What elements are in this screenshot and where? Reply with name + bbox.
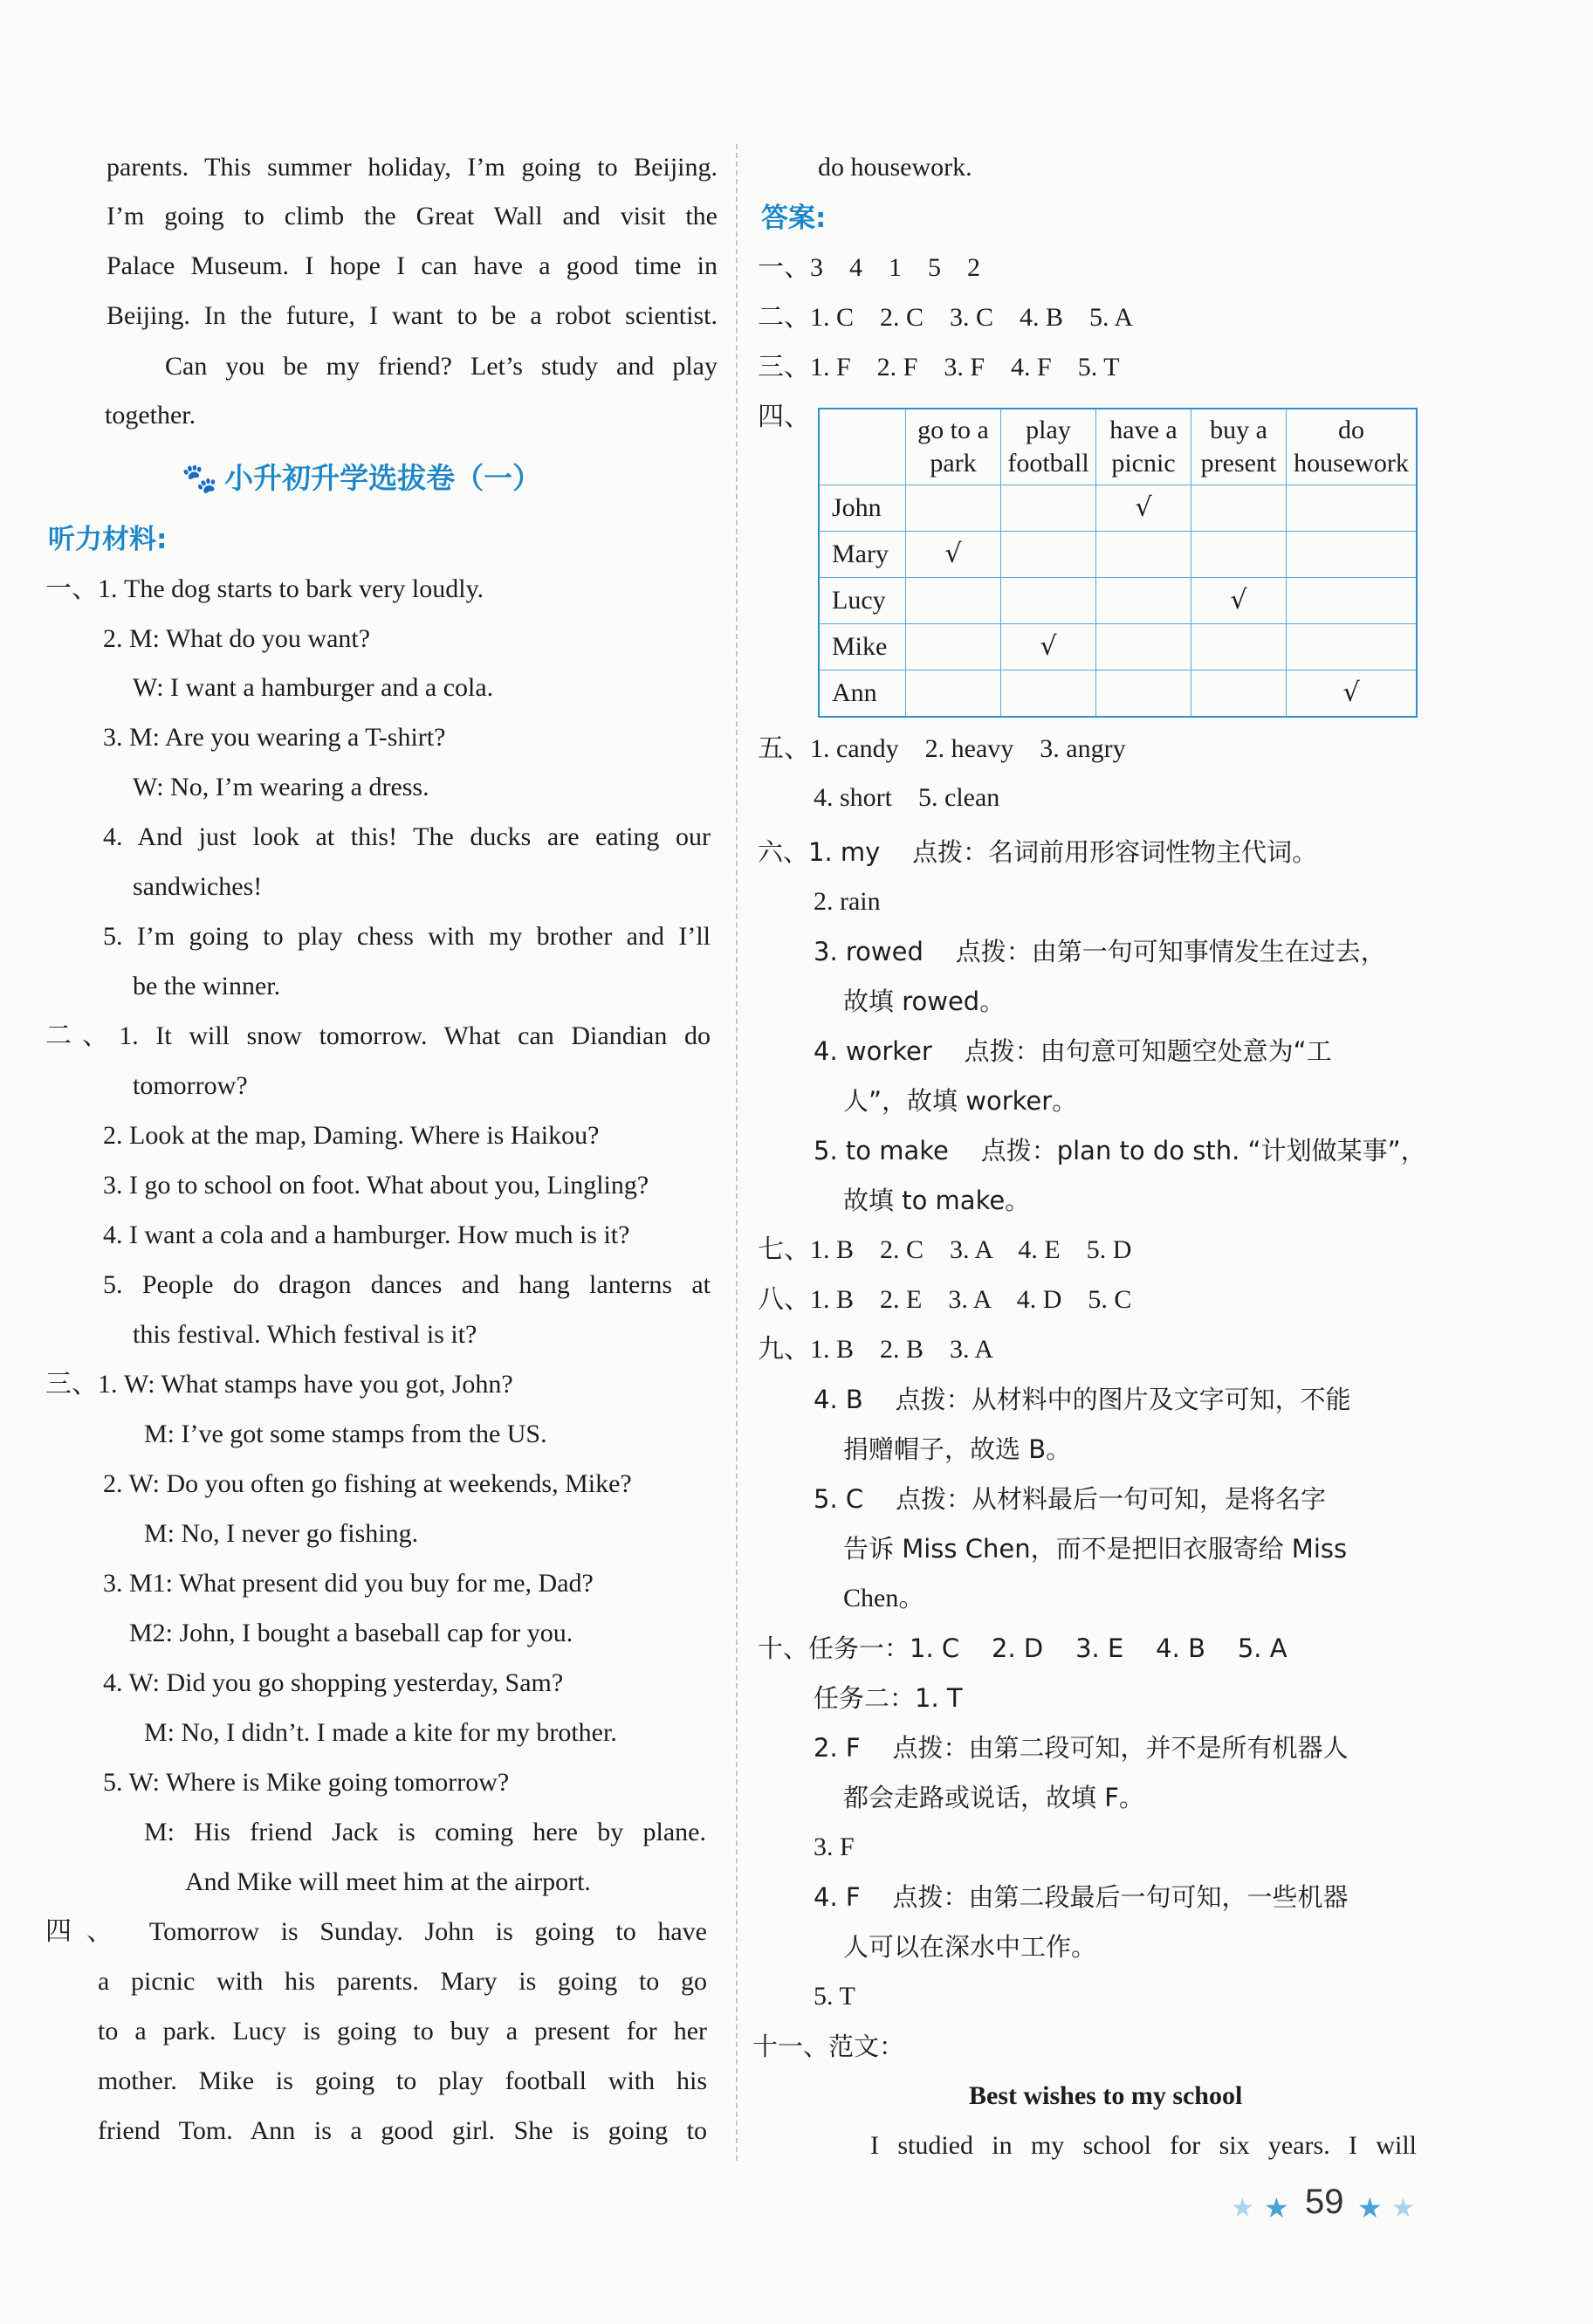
table-cell: [1287, 532, 1418, 578]
answer-line: 4. F 点拨：由第二段最后一句可知，一些机器: [814, 1882, 1349, 1912]
listening-label: 听力材料:: [48, 524, 168, 555]
listening-line: 一、1. The dog starts to bark very loudly.: [45, 574, 484, 603]
listening-line: 2. Look at the map, Daming. Where is Haikou?: [103, 1121, 600, 1150]
table-row-name: Mike: [819, 624, 906, 670]
table-cell: [1096, 532, 1191, 578]
table-header-row: [819, 409, 1417, 485]
essay-title: Best wishes to my school: [969, 2081, 1243, 2110]
table-row-name: Mary: [819, 532, 906, 578]
table-cell: [1096, 624, 1191, 670]
table-row: [819, 624, 1417, 670]
listening-line: 3. M1: What present did you buy for me, Dad?: [103, 1569, 594, 1598]
table-cell: [1096, 578, 1191, 624]
table-cell: [1287, 485, 1418, 532]
listening-line: M: No, I didn’t. I made a kite for my brother.: [144, 1718, 617, 1747]
table-row: [819, 485, 1417, 532]
answer-line: 五、1. candy 2. heavy 3. angry: [758, 734, 1126, 763]
answer-line: 3. rowed 点拨：由第一句可知事情发生在过去，: [814, 937, 1386, 966]
page-number: 59: [1305, 2183, 1344, 2221]
answer-line: 二、1. C 2. C 3. C 4. B 5. A: [758, 303, 1134, 332]
answer-line: 4. short 5. clean: [814, 783, 1000, 812]
answer-line: 八、1. B 2. E 3. A 4. D 5. C: [758, 1285, 1132, 1314]
answer-line: 九、1. B 2. B 3. A: [758, 1335, 994, 1364]
intro-line: Beijing. In the future, I want to be a robot scientist.: [106, 301, 718, 330]
star-icon: ★: [1391, 2193, 1415, 2224]
answer-line: 人”，故填 worker。: [843, 1086, 1078, 1116]
table-header-cell: buy a present: [1191, 409, 1287, 485]
check-mark: √: [1001, 624, 1096, 670]
table-cell: [1191, 532, 1287, 578]
table-cell: [906, 485, 1001, 532]
answer-line: 都会走路或说话，故填 F。: [843, 1783, 1144, 1812]
table-row-name: John: [819, 485, 906, 532]
table-cell: [1191, 670, 1287, 718]
listening-line: 4. W: Did you go shopping yesterday, Sam?: [103, 1668, 564, 1697]
listening-line: this festival. Which festival is it?: [133, 1320, 477, 1349]
answer-line: 2. F 点拨：由第二段可知，并不是所有机器人: [814, 1733, 1349, 1763]
listening-line: 4. I want a cola and a hamburger. How much is it?: [103, 1220, 630, 1249]
listening-line: 四、 Tomorrow is Sunday. John is going to have: [45, 1917, 707, 1946]
answer-line: 十一、范文：: [752, 2032, 905, 2061]
check-mark: √: [1191, 578, 1287, 624]
table-header-cell: do housework: [1287, 409, 1418, 485]
answer-line: 4. B 点拨：从材料中的图片及文字可知，不能: [814, 1385, 1351, 1414]
intro-line: parents. This summer holiday, I’m going to Beijing.: [106, 153, 718, 182]
answer-line: 4. worker 点拨：由句意可知题空处意为“工: [814, 1036, 1332, 1066]
listening-line: 2. W: Do you often go fishing at weekends, Mike?: [103, 1469, 632, 1498]
listening-line: friend Tom. Ann is a good girl. She is going to: [98, 2116, 707, 2145]
answer-label: 答案:: [761, 203, 827, 234]
table-row: [819, 670, 1417, 718]
table-label: 四、: [758, 402, 810, 431]
table-cell: [1287, 624, 1418, 670]
intro-line: I’m going to climb the Great Wall and visit the: [106, 202, 718, 230]
intro-line: Can you be my friend? Let’s study and play: [165, 352, 718, 381]
table-cell: [1191, 485, 1287, 532]
listening-line: M: No, I never go fishing.: [144, 1519, 419, 1548]
listening-line: mother. Mike is going to play football with his: [98, 2066, 707, 2095]
answer-line: 捐赠帽子，故选 B。: [843, 1434, 1072, 1464]
answer-line: 六、1. my 点拨：名词前用形容词性物主代词。: [758, 837, 1318, 867]
table-cell: [1191, 624, 1287, 670]
right-top-line: do housework.: [818, 153, 972, 182]
listening-line: tomorrow?: [133, 1071, 248, 1100]
listening-line: 5. People do dragon dances and hang lanterns at: [103, 1270, 711, 1299]
check-mark: √: [906, 532, 1001, 578]
plans-table: [818, 408, 1418, 718]
table-cell: [1096, 670, 1191, 718]
listening-line: 5. W: Where is Mike going tomorrow?: [103, 1768, 510, 1797]
answer-line: 三、1. F 2. F 3. F 4. F 5. T: [758, 353, 1120, 382]
answer-line: 七、1. B 2. C 3. A 4. E 5. D: [758, 1235, 1132, 1264]
star-icon: ★: [1231, 2193, 1254, 2224]
table-cell: [1287, 578, 1418, 624]
answer-line: 5. C 点拨：从材料最后一句可知，是将名字: [814, 1484, 1327, 1514]
star-icon: ★: [1357, 2191, 1383, 2224]
answer-line: 5. to make 点拨：plan to do sth. “计划做某事”，: [814, 1136, 1426, 1165]
answer-line: 任务二：1. T: [814, 1683, 963, 1713]
table-cell: [1001, 578, 1096, 624]
table-row-name: Ann: [819, 670, 906, 718]
listening-line: 3. I go to school on foot. What about you, Lingling?: [103, 1171, 649, 1200]
answer-line: 2. rain: [814, 887, 881, 916]
answer-line: Chen。: [843, 1584, 925, 1612]
section-title: 🐾 小升初升学选拔卷（一）: [182, 461, 542, 495]
listening-line: M: His friend Jack is coming here by plane.: [144, 1818, 706, 1846]
answer-line: 故填 to make。: [843, 1186, 1031, 1215]
essay-line: I studied in my school for six years. I will: [870, 2131, 1417, 2160]
listening-line: 3. M: Are you wearing a T-shirt?: [103, 723, 446, 752]
table-cell: [906, 578, 1001, 624]
check-mark: √: [1287, 670, 1418, 718]
column-divider: [736, 144, 738, 2161]
check-mark: √: [1096, 485, 1191, 532]
paw-icon: 🐾: [182, 461, 218, 495]
listening-line: M: I’ve got some stamps from the US.: [144, 1420, 547, 1448]
answer-line: 故填 rowed。: [843, 987, 1006, 1016]
listening-line: And Mike will meet him at the airport.: [185, 1867, 591, 1896]
star-icon: ★: [1264, 2191, 1289, 2224]
table-cell: [1001, 532, 1096, 578]
table-cell: [1001, 485, 1096, 532]
table-row-name: Lucy: [819, 578, 906, 624]
table-corner-cell: [819, 409, 906, 485]
listening-line: W: No, I’m wearing a dress.: [133, 773, 429, 801]
listening-line: 5. I’m going to play chess with my brother and I’ll: [103, 922, 711, 951]
intro-line: Palace Museum. I hope I can have a good time in: [106, 251, 718, 280]
listening-line: be the winner.: [133, 972, 281, 1000]
answer-line: 人可以在深水中工作。: [843, 1932, 1097, 1962]
table-header-cell: play football: [1001, 409, 1096, 485]
answer-line: 告诉 Miss Chen，而不是把旧衣服寄给 Miss: [843, 1534, 1348, 1564]
table-header-cell: have a picnic: [1096, 409, 1191, 485]
listening-line: W: I want a hamburger and a cola.: [133, 673, 494, 702]
listening-line: M2: John, I bought a baseball cap for you.: [129, 1619, 573, 1647]
table-cell: [1001, 670, 1096, 718]
table-row: [819, 532, 1417, 578]
answer-line: 3. F: [814, 1832, 855, 1861]
listening-line: 二、1. It will snow tomorrow. What can Diandian do: [45, 1021, 711, 1050]
listening-line: 2. M: What do you want?: [103, 624, 371, 653]
answer-line: 5. T: [814, 1982, 855, 2011]
listening-line: 三、1. W: What stamps have you got, John?: [45, 1370, 513, 1399]
listening-line: a picnic with his parents. Mary is going to go: [98, 1967, 707, 1996]
table-row: [819, 578, 1417, 624]
listening-line: sandwiches!: [133, 872, 263, 901]
table-header-cell: go to a park: [906, 409, 1001, 485]
table-cell: [906, 624, 1001, 670]
listening-line: to a park. Lucy is going to buy a present for her: [98, 2017, 707, 2046]
answer-line: 一、3 4 1 5 2: [758, 253, 980, 282]
listening-line: 4. And just look at this! The ducks are eating our: [103, 822, 711, 851]
intro-line: together.: [105, 401, 196, 430]
table-cell: [906, 670, 1001, 718]
answer-line: 十、任务一：1. C 2. D 3. E 4. B 5. A: [758, 1633, 1287, 1663]
